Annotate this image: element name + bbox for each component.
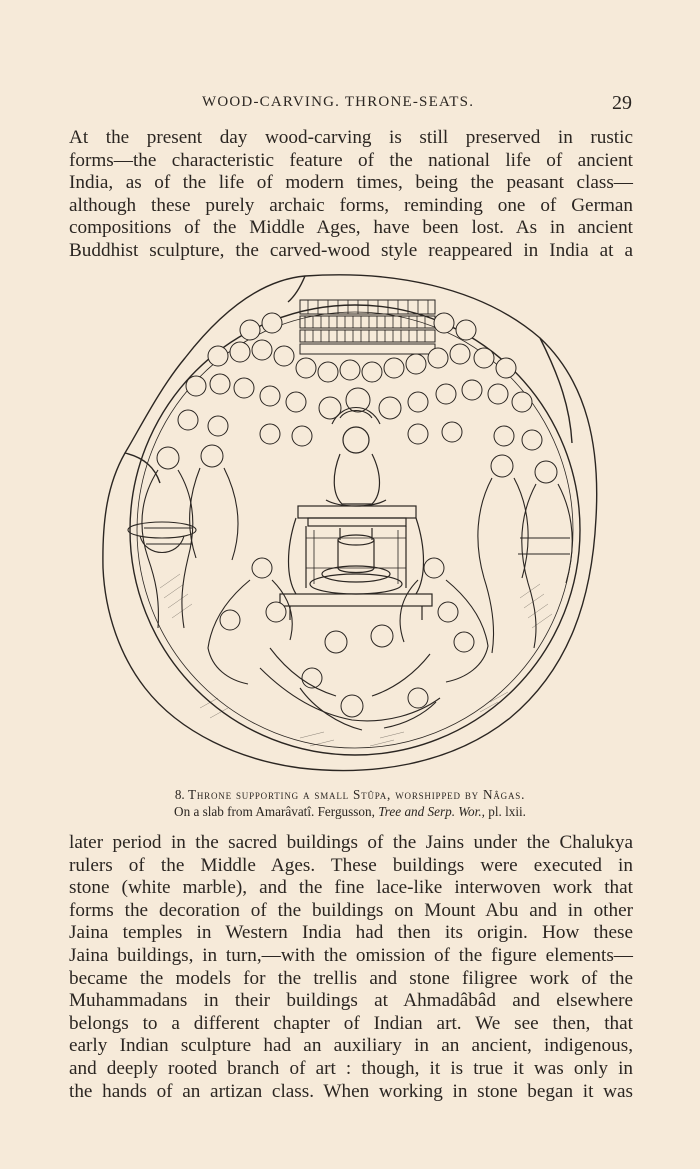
text-line: India, as of the life of modern times, being the peasant class—: [69, 172, 633, 194]
text-line: rulers of the Middle Ages. These buildings were executed in: [69, 854, 633, 876]
text-line: although these purely archaic forms, reminding one of German: [69, 194, 633, 216]
text-line: stone (white marble), and the fine lace-like interwoven work that: [69, 877, 633, 899]
text-line: At the present day wood-carving is still preserved in rustic: [69, 127, 633, 148]
text-line: the hands of an artizan class. When working in stone began it was: [69, 1080, 633, 1102]
figure-number: 8.: [174, 787, 185, 802]
text-line: became the models for the trellis and stone filigree work of the: [69, 967, 633, 989]
relief-illustration: [100, 268, 600, 776]
text-line: later period in the sacred buildings of the Jains under the Chalukya: [69, 832, 633, 853]
paragraph-top: [69, 127, 633, 263]
text-line: forms the decoration of the buildings on Mount Abu and in other: [69, 899, 633, 921]
text-line: Jaina temples in Western India had then its origin. How these: [69, 922, 633, 944]
text-line: belongs to a different chapter of Indian art. We see then, that: [69, 1012, 633, 1034]
caption-reference-title: Tree and Serp. Wor.,: [378, 804, 485, 819]
text-line: compositions of the Middle Ages, have been lost. As in ancient: [69, 217, 633, 239]
text-line: forms—the characteristic feature of the national life of ancient: [69, 149, 633, 171]
page-number: 29: [612, 92, 632, 114]
text-line: Buddhist sculpture, the carved-wood style reappeared in India at a: [69, 239, 633, 261]
text-line: early Indian sculpture had an auxiliary in an ancient, indigenous,: [69, 1035, 633, 1057]
caption-source: On a slab from Amarâvatî. Fergusson,: [174, 804, 379, 819]
caption-line-1: [80, 786, 620, 803]
text-line: Muhammadans in their buildings at Ahmadâbâd and elsewhere: [69, 990, 633, 1012]
running-title: WOOD-CARVING. THRONE-SEATS.: [202, 94, 475, 110]
figure-title: Throne supporting a small Stûpa, worshipped by Nâgas.: [188, 787, 526, 802]
text-line: and deeply rooted branch of art : though, it is true it was only in: [69, 1057, 633, 1079]
caption-plate: pl. lxii.: [484, 804, 526, 819]
caption-line-2: [80, 803, 620, 820]
paragraph-bottom: [69, 832, 633, 1103]
text-line: Jaina buildings, in turn,—with the omission of the figure elements—: [69, 944, 633, 966]
figure-caption: [80, 786, 620, 820]
